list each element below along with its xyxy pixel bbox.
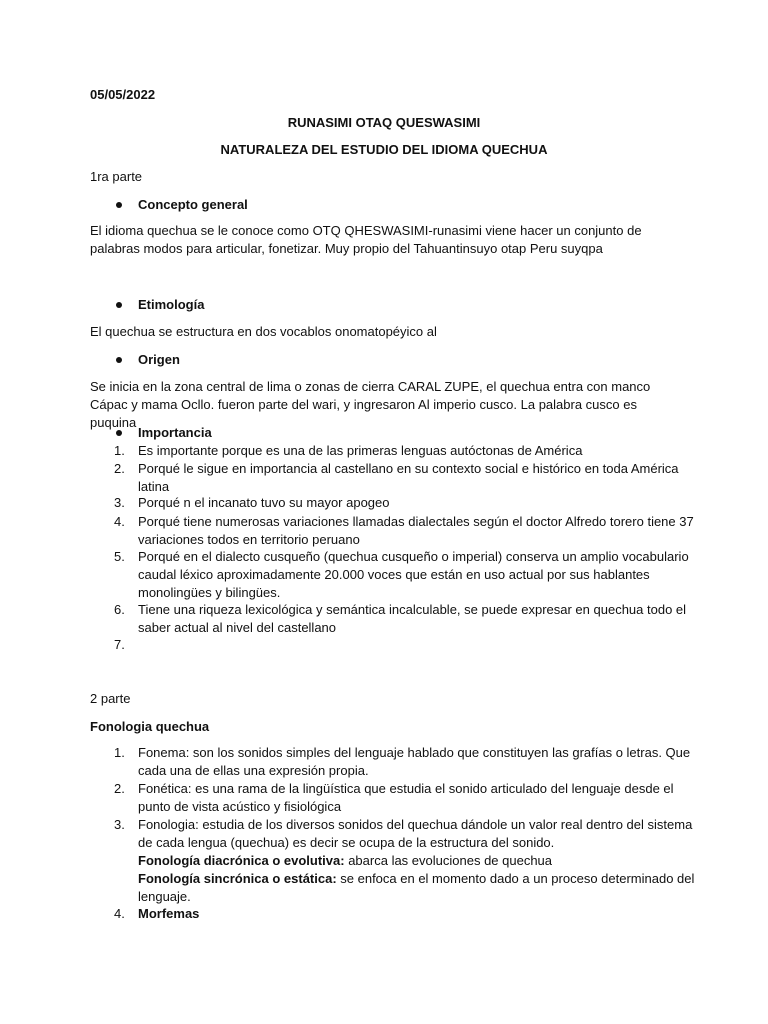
term-label: Fonética: [138,781,192,796]
bullet-icon [116,430,122,436]
term-label: Fonologia: [138,817,199,832]
heading-importancia: Importancia [138,425,212,440]
list-number: 4. [114,906,125,921]
paragraph-etimologia: El quechua se estructura en dos vocablos onomatopéyico al [90,324,437,339]
term-label: Fonema: [138,745,190,760]
sub-term-label: Fonología diacrónica o evolutiva: [138,853,345,868]
term-text: es una rama de la lingüística que estudia el sonido articulado del lenguaje desde el punto de vista acústico y fisiológica [138,781,674,814]
list-number: 7. [114,637,125,652]
term-text: estudia de los diversos sonidos del quechua dándole un valor real dentro del sistema de cada lengua (quechua) es decir se ocupa de la estructura del sonido. [138,817,693,850]
list-item [138,780,698,816]
heading-concepto: Concepto general [138,197,248,212]
bullet-icon [116,202,122,208]
list-item: Porqué tiene numerosas variaciones llamadas dialectales según el doctor Alfredo torero tiene 37 variaciones todos en territorio peruano [138,514,694,547]
list-number: 1. [114,443,125,458]
part-2-label: 2 parte [90,691,131,706]
list-number: 4. [114,514,125,529]
list-number: 1. [114,745,125,760]
paragraph-origen: Se inicia en la zona central de lima o zonas de cierra CARAL ZUPE, el quechua entra con manco Cápac y mama Ocllo. fueron parte del wari, y ingresaron Al imperio cusco. La palabra cusco es puquina [90,379,651,430]
sub-term-label: Fonología sincrónica o estática: [138,871,337,886]
part-1-label: 1ra parte [90,169,143,184]
doc-subtitle: NATURALEZA DEL ESTUDIO DEL IDIOMA QUECHUA [220,142,548,157]
list-number: 3. [114,495,125,510]
date: 05/05/2022 [90,87,156,102]
list-item: Morfemas [138,906,200,921]
list-number: 2. [114,461,125,476]
sub-term-text: abarca las evoluciones de quechua [344,853,553,868]
list-item: Es importante porque es una de las primeras lenguas autóctonas de América [138,443,583,458]
doc-title: RUNASIMI OTAQ QUESWASIMI [287,115,481,130]
paragraph-concepto: El idioma quechua se le conoce como OTQ QHESWASIMI-runasimi viene hacer un conjunto de palabras modos para articular, fonetizar. Muy propio del Tahuantinsuyo otap Peru suyqpa [90,223,642,256]
bullet-icon [116,357,122,363]
term-text: son los sonidos simples del lenguaje hablado que constituyen las grafías o letras. Que cada una de ellas una expresión propia. [138,745,691,778]
list-number: 6. [114,602,125,617]
list-item: Porqué n el incanato tuvo su mayor apogeo [138,495,390,510]
list-item [138,816,698,906]
list-number: 5. [114,549,125,564]
list-item: Porqué le sigue en importancia al castellano en su contexto social e histórico en toda América latina [138,461,679,494]
heading-origen: Origen [138,352,180,367]
heading-etimologia: Etimología [138,297,205,312]
list-item [138,744,698,780]
list-number: 2. [114,781,125,796]
list-item: Tiene una riqueza lexicológica y semántica incalculable, se puede expresar en quechua todo el saber actual al nivel del castellano [138,602,687,635]
list-number: 3. [114,817,125,832]
sub-term-text: se enfoca en el momento dado a un proceso determinado del lenguaje. [138,871,695,904]
heading-fonologia: Fonologia quechua [90,719,210,734]
bullet-icon [116,302,122,308]
list-item: Porqué en el dialecto cusqueño (quechua cusqueño o imperial) conserva un amplio vocabulario caudal léxico aproximadamente 20.000 voces que están en uso actual por sus hablantes monolingües y bilingües. [138,549,689,600]
